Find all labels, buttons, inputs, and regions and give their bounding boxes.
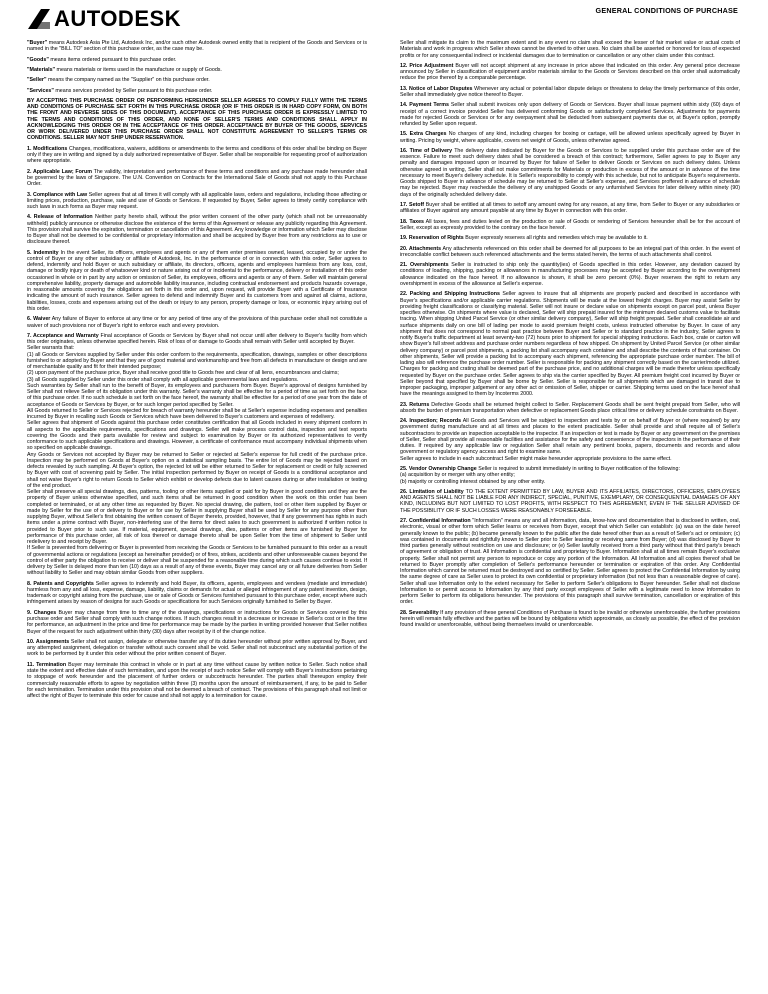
clause-text: Any failure of Buyer to enforce at any time or for any period of time any of the provisions of this purchase order shall not constitute a waiver of such provisions nor of Buyer's right to enforce each and every provision. xyxy=(27,316,367,329)
clause xyxy=(400,148,740,198)
clause-text: Seller agrees to insure that all shipments are properly packed and described in accordance with Buyer's specifications and/or applicable carrier regulations. Shipments will be made at the lowest freight charges. Buyer may assist Seller by providing freight classifications or classifying material. Seller will not insure or declare value on shipments except on parcel post, unless Buyer specifies otherwise. On shipments where value is declared, Seller will ship prepaid insured for the minimum declared customs value to facilitate tracing. When shipping United Parcel Service (or other similar delivery company), Seller will ship freight prepaid. Seller shall consolidate air and surface shipments daily on one bill of lading per mode to avoid premium freight costs, unless instructed otherwise by Buyer. In case of any shipment that does not correspond to normal past practice between Buyer and Seller or to standard practice in the industry, Seller agrees to notify Buyer's traffic department at least seventy-two (72) hours prior to shipment for special shipping instructions. Each box, crate or carton will show Buyer's full street address and purchase order numbers regardless of how shipped. On shipment by United Parcel Service (or other similar delivery company) or parcel post shipments, a packing list shall accompany each container and shall describe the contents of that container. On other shipments, Seller will provide a packing list to accompany each shipment, referencing the appropriate purchase order number. The bill of lading also will reference the purchase order number. Seller is responsible for packing any shipment correctly based on the carrier/mode utilized. Charges for packing and crating shall be deemed part of the purchase price, and no additional charges will be made therefor unless specifically requested by Buyer on the purchase order. Seller agrees to ship via the carrier specified by Buyer. All premium freight cost incurred by Buyer or Seller beyond that specified by Buyer shall be borne by Seller. Seller is responsible for all shipments which are damaged in transit due to improper packaging, improper judgement or any other act or omission of Seller, shipper or carrier. Shipping terms used on the face hereof shall have the meanings assigned to them by Incoterms 2000. xyxy=(400,291,740,398)
clause-text: Seller is instructed to ship only the quantity(ies) of Goods specified in this order. However, any deviation caused by conditions of loading, shipping, packing or allowances in manufacturing processes may be accepted by Buyer according to the overshipment allowance indicated on the face hereof. If no allowance is shown, it shall be zero percent (0%). Buyer reserves the right to return any overshipment in excess of the allowance at Seller's expense. xyxy=(400,262,740,287)
clause-text: Changes, modifications, waivers, additions or amendments to the terms and conditions of this order shall be binding on Buyer only if they are in writing and signed by a duly authorized representative of Buyer. Seller shall be responsible for requesting proof of authorization where appropriate. xyxy=(27,145,367,165)
clause-line: If Seller is prevented from delivering or Buyer is prevented from receiving the Goods or Services to be furnished pursuant to this order as a result of governmental actions or regulations (except as hereinafter provided) or of fires, strikes, accidents and other unforeseeable causes beyond the control of either party the obligation to receive or deliver shall be suspended for a reasonable time during which such causes continue to exist. If delivery by Seller is delayed more than ten (10) days as a result of any of these events, Buyer may cancel any or all future deliveries from Seller without liability to Seller and may obtain similar Goods from other suppliers. xyxy=(27,545,367,577)
clause-heading: 4. Release of Information xyxy=(27,214,93,221)
clause-text: means Autodesk Asia Pte Ltd, Autodesk Inc, and/or such other Autodesk owned entity that is recipient of the Goods and Services or is named in the "BILL TO" section of this purchase order, as the case may be. xyxy=(27,40,367,53)
clause xyxy=(27,192,367,211)
clause-heading: "Goods" xyxy=(27,56,49,63)
clause-text: means the company named as the "Supplier" on this purchase order. xyxy=(46,77,210,84)
clause-text: means services provided by Seller pursuant to this purchase order. xyxy=(53,87,213,94)
clause-text: If any provision of these general Conditions of Purchase is found to be invalid or otherwise unenforceable, the further provisions herein will remain fully effective and the parties will be bound by obligations which approximate, as closely as possible, the effect of the provision found invalid or unenforceable, without being themselves invalid or unenforceable. xyxy=(400,609,740,629)
clause xyxy=(27,98,367,142)
clause-heading: 22. Packing and Shipping Instructions xyxy=(400,291,500,298)
clause xyxy=(400,235,740,241)
clause-heading: 7. Acceptance and Warranty xyxy=(27,332,99,339)
clause-text: "Information" means any and all information, data, know-how and documentation that is disclosed in written, oral, electronic, visual or other form which Seller learns or receives from Buyer, except that which Seller can establish: (a) was on the date hereof generally known to the public; (b) became generally known to the public after the date hereof other than as a result of Seller's act or omission; (c) was contained in documents and rightfully known to Seller prior to Seller learning or receiving same from Buyer; (d) was disclosed by Buyer to third parties generally without restriction on use and disclosure; or (e) Seller lawfully received from a third party without that third party's breach of agreement or obligation of trust. All Information is confidential and proprietary to Buyer. Information shall at all times remain Buyer's exclusive property. Seller shall not permit any person to reproduce or copy any portion of the Information. All Information and all copies thereof shall be returned to Buyer promptly after completion of Seller's performance hereunder or termination or expiration of this order. Any Confidential Information which cannot be returned must be destroyed and so certified by Seller. Seller agrees to protect the Confidential Information by using the same degree of care as Seller uses to protect its own confidential or proprietary information (but not less than a reasonable degree of care). Seller shall use Information only to the extent necessary for Seller to perform Seller's obligations to Buyer hereunder. Seller shall not disclose Information to or permit access to Information by any third party except employees of Seller with a legitimate need to know Information to perform Seller to perform its obligations hereunder. The provisions of this paragraph shall survive termination, cancellation or expiration of this order. xyxy=(400,518,740,606)
clause xyxy=(400,40,740,59)
clause-line: (a) acquisition by or merger with any other entity; xyxy=(400,472,515,479)
clause-text: means materials or items used in the manufacture or supply of Goods. xyxy=(55,66,222,73)
clause-line: Such warranties by Seller shall run to the benefit of Buyer, its employees and purchasers from Buyer. Buyer's approval of designs furnished by Seller shall not relieve Seller of its obligation under this warranty. Seller's warranty shall be effective for a period of time as set forth on the face of this purchase order. If no such schedule is set forth on the face hereof, the warranty shall be effective for a period of one year from the date of acceptance of Goods or Services by Buyer, or for such longer period specified by Seller. xyxy=(27,382,367,408)
clause-heading: "Seller" xyxy=(27,77,47,84)
clause xyxy=(400,610,740,629)
clause-heading: 27. Confidential Information xyxy=(400,518,471,524)
clause-heading: 16. Time of Delivery xyxy=(400,147,453,154)
clause-line: (b) majority or controlling interest obtained by any other entity. xyxy=(400,478,546,485)
clause xyxy=(27,57,367,63)
clause xyxy=(27,169,367,188)
clause-text: Buyer expressly reserves all rights and remedies which may be available to it. xyxy=(463,235,648,242)
clause-heading: "Materials" xyxy=(27,66,56,73)
clause-heading: 8. Patents and Copyrights xyxy=(27,580,94,587)
clause-text: Any attachments referenced on this order shall be deemed for all purposes to be an integral part of this order. In the event of irreconcilable conflict between such referenced attachments and the terms stated herein, the terms of such attachments shall control. xyxy=(400,245,740,258)
clause xyxy=(400,86,740,99)
clause xyxy=(27,77,367,83)
clause-heading: 9. Changes xyxy=(27,609,57,616)
clause-heading: 11. Termination xyxy=(27,661,67,668)
clause xyxy=(400,291,740,397)
clause-heading: 12. Price Adjustment xyxy=(400,62,454,69)
clause-heading: "Services" xyxy=(27,87,54,94)
clause-text: Seller is required to submit immediately in writing to Buyer notification of the following: xyxy=(476,466,680,473)
clause-heading: 24. Inspection; Records xyxy=(400,418,462,425)
clause-text: The validity, interpretation and performance of these terms and conditions and any purchase made hereunder shall be governed by the laws of Singapore. The U.N. Convention on Contracts for the International Sale of Goods shall not apply to this Purchase Order. xyxy=(27,168,367,188)
brand-name: AUTODESK xyxy=(54,6,182,31)
clause-text: Buyer may terminate this contract in whole or in part at any time without cause by written notice to Seller. Such notice shall state the extent and effective date of such termination, and upon the receipt of such notice Seller will comply with Buyer's instructions pertaining to stoppage of work hereunder and the placement of further orders or subcontracts hereunder. The parties shall thereupon employ their commercially reasonable efforts to agree by negotiation within three (3) months upon the amount of reimbursement, if any, to be paid to Seller for each termination. Termination under this provision shall not be deemed a breach of contract. The provisions of this paragraph shall not limit or affect the right of Buyer to terminate this order for cause and shall not apply to a termination for cause. xyxy=(27,661,367,699)
clause-text: Seller shall submit invoices only upon delivery of Goods or Services. Buyer shall issue payment within sixty (60) days of receipt of a correct invoice provided Seller has delivered conforming Goods or satisfactorily completed Services. Adjustments for payments made for rejected Goods or Services or for any overpayment shall be deducted from subsequent payments due or, at Buyer's option, promptly refunded by Seller upon request. xyxy=(400,102,740,128)
clause xyxy=(400,489,740,514)
clause xyxy=(400,63,740,82)
clause-heading: 5. Indemnity xyxy=(27,249,59,256)
clause-line: (3) all Goods supplied by Seller under this order shall comply with all applicable governmental laws and regulations. xyxy=(27,376,299,383)
clause xyxy=(400,418,740,456)
clause-heading: 17. Setoff xyxy=(400,202,425,209)
clause-line: Any Goods or Services not accepted by Buyer may be returned to Seller or rejected at Seller's expense for full credit of the purchase price. Inspection may be performed on Goods at Buyer's option on a statistical sampling basis. The entire lot of Goods may be rejected based on defects revealed by such sampling. At Buyer's option, the rejected lot will be either returned to Seller for replacement or credit or fully screened by Buyer with cost of screening paid by Seller. The initial inspection performed by Buyer on receipt of Goods is a conditional acceptance and shall not waive Buyer's right to return Goods to Seller which exhibit or develop defects due to latent causes during or after installation or testing of the end product. xyxy=(27,451,367,489)
left-column xyxy=(27,40,367,988)
autodesk-mark-icon xyxy=(28,9,50,29)
clause-text: Neither party hereto shall, without the prior written consent of the other party (which shall not be unreasonably withheld) publicly announce or otherwise disclose the existence of the terms of this Agreement or release any publicity regarding this Agreement. This provision shall survive the expiration, termination or cancellation of this Agreement. Any knowledge or information which Seller may disclose to Buyer shall not be deemed to be confidential or proprietary information and shall be acquired by Buyer free from any restrictions as to use or disclosure thereof. xyxy=(27,214,367,246)
clause-text: Defective Goods shall be returned freight collect to Seller. Replacement Goods shall be sent freight prepaid from Seller, who will absorb the burden of premium transportation when defective or replacement Goods place critical time or delivery schedule constraints on Buyer. xyxy=(400,401,740,414)
clause-line: Seller agrees that shipment of Goods against this purchase order constitutes certification that all Goods included in every shipment conform in all aspects to the applicable requirements, specifications and drawings. Seller will make process control data, inspection and test reports covering the Goods and their parts available for review and subject to examination by Buyer or its authorized representatives to verify conformance to such applicable specifications and drawings. However, a certificate of conformance must accompany individual shipments when so specified on applicable drawings. xyxy=(27,420,367,452)
clause-text: Seller agrees that at all times it will comply with all applicable laws, orders and regulations, including those affecting or limiting prices, production, purchase, sale and use of Goods or Services. If requested by Buyer, Seller agrees to timely certify compliance with such laws in such forms as Buyer may request. xyxy=(27,191,367,210)
clause xyxy=(400,219,740,232)
clause-text: Whenever any actual or potential labor dispute delays or threatens to delay the timely performance of this order, Seller shall immediately give notice thereof to Buyer. xyxy=(400,85,740,98)
clause xyxy=(400,131,740,144)
clause-heading: 14. Payment Terms xyxy=(400,102,449,109)
clause xyxy=(27,662,367,700)
clause-heading: 20. Attachments xyxy=(400,245,442,252)
clause xyxy=(400,102,740,127)
clause xyxy=(400,202,740,215)
clause-text: Buyer may change from time to time any of the drawings, specifications or instructions for Goods or Services covered by this purchase order and Seller shall comply with such change notices. If such changes result in a decrease or increase in Seller's cost or in the time for performance, an adjustment in the price and time for performance may be made by the parties in writing provided however that Seller notifies Buyer of the request for such adjustment within thirty (30) days after receipt by it of the change notice. xyxy=(27,609,367,635)
clause-heading: 28. Severability xyxy=(400,609,439,616)
clause-heading: 25. Vendor Ownership Change xyxy=(400,466,477,473)
clause-heading: 19. Reservation of Rights xyxy=(400,235,464,242)
right-column xyxy=(400,40,740,988)
clause xyxy=(27,316,367,329)
clause-heading: 1. Modifications xyxy=(27,145,68,152)
clause xyxy=(27,88,367,94)
clause-text: Buyer shall be entitled at all times to setoff any amount owing for any reason, at any time, from Seller to Buyer or any subsidiaries or affiliates of Buyer against any amount payable at any time by Buyer in connection with this order. xyxy=(400,202,740,215)
clause-text: All taxes, fees and duties levied on the production or sale of Goods or rendering of Services hereunder shall be for the account of Seller, except as expressly provided to the contrary on the face hereof. xyxy=(400,218,740,231)
autodesk-logo xyxy=(28,8,181,30)
clause-text: Seller agrees to indemnify and hold Buyer, its officers, agents, employees and vendees (mediate and immediate) harmless from any and all loss, expense, damage, liability, claims or demands for actual or alleged infringement of any patent invention, design, trademark or copyright arising from the purchase, use or sale of Goods or Services furnished pursuant to this purchase order, except where such infringement arises by reason of designs for such Goods or specifications for such Services originally furnished to Seller by Buyer. xyxy=(27,580,367,606)
clause xyxy=(27,214,367,245)
document-title: GENERAL CONDITIONS OF PURCHASE xyxy=(595,6,738,15)
clause-heading: 15. Extra Charges xyxy=(400,131,447,138)
clause-text: Final acceptance of Goods or Services by Buyer shall not occur until after delivery to Buyer's facility from which this order originates, unless otherwise specified herein. Risk of loss of or damage to Goods shall remain with Seller until accepted by Buyer. xyxy=(27,332,367,346)
clause xyxy=(27,40,367,53)
clause-text: The delivery dates indicated by Buyer for the Goods or Services to be supplied under this purchase order are of the essence. Failure to meet such delivery dates shall be considered a breach of this contract; furthermore, Seller agrees to pay to Buyer any penalty and damages imposed upon or incurred by Buyer for failure of Seller to deliver Goods or Services on such delivery dates. Unless otherwise agreed in writing, Seller shall not make commitments for Materials or production in excess of the amount or in advance of the time necessary to meet Buyer's delivery schedule. It is Seller's responsibility to comply with this schedule, but not to anticipate Buyer's requirements. Goods shipped to Buyer in advance of schedule may be returned to Seller at Seller's expense, and Services proffered in advance of schedule may be rejected. Buyer may reschedule the delivery of any unshipped Goods or any unfurnished Services for later delivery within ninety (90) days of the originally scheduled delivery date. xyxy=(400,147,740,198)
clause-text: Seller shall mitigate its claim to the maximum extent and in any event no claim shall exceed the lesser of fair market value or actual costs of Materials and work in progress which Seller shows cannot be diverted to other uses. No claim shall be asserted or honored for loss of expected profits or for any consequential indirect or incidental damages due to termination or cancellation or any other claim under this contract. xyxy=(400,40,740,59)
clause xyxy=(400,518,740,606)
clause xyxy=(27,333,367,346)
clause-heading: 6. Waiver xyxy=(27,316,51,323)
clause xyxy=(400,402,740,415)
clause-heading: 13. Notice of Labor Disputes xyxy=(400,85,473,92)
clause xyxy=(27,67,367,73)
clause-heading: 2. Applicable Law; Forum xyxy=(27,168,92,175)
clause-heading: "Buyer" xyxy=(27,40,48,46)
clause xyxy=(27,581,367,606)
clause-text: No charges of any kind, including charges for boxing or cartage, will be allowed unless specifically agreed by Buyer in writing. Pricing by weight, where applicable, covers net weight of Goods, unless otherwise agreed. xyxy=(400,131,740,144)
clause-heading: 23. Returns xyxy=(400,401,430,408)
clause xyxy=(400,246,740,259)
clause-line: (1) all Goods or Services supplied by Seller under this order conform to the requirements, specification, drawings, samples or other descriptions furnished to or adopted by Buyer and that they are of good material and workmanship and free from all defects in manufacture or design and are of merchantable quality and fit for their intended purpose; xyxy=(27,351,367,371)
clause-text: Buyer will not accept shipment at any increase in price above that indicated on this order. Any general price decrease announced by Seller in classification of equipment and/or materials similar to the Goods or Services described on this order shall automatically reduce the price thereof by a comparable percentage. xyxy=(400,62,740,82)
clause-line: (2) upon payment of the purchase price, Buyer shall receive good title to Goods free and clear of all liens, encumbrances and claims; xyxy=(27,370,339,377)
clause-heading: 3. Compliance with Law xyxy=(27,191,88,198)
clause xyxy=(400,262,740,287)
clause-text: In the event Seller, its officers, employees and agents or any of them enter premises owned, leased, occupied by or under the control of Buyer or any other subsidiary or affiliate of Autodesk, Inc. in the performance of or in connection with this order, Seller agrees to defend, indemnify and hold Buyer or such subsidiary or affiliate, its directors, officers, agents and employees harmless from any loss, cost, damage or bodily injury or death of whatsoever kind or nature arising out of or incidental to the performance, delivery or installation of this order occasioned in whole or in part by any action or omission of Seller, its employees, officers and agents or any of them. Seller will maintain general comprehensive liability, property damage and automobile liability insurance, including contractual endorsement and products hazards coverage, in reasonable amounts covering the obligations set forth in this order and, upon request, will provide Buyer with a Certificate of Insurance indicating the amount of such insurance. Seller agrees to defend and indemnify Buyer and its customers from and against all claims, actions, liabilities, losses, costs and expenses arising out of the death or injury to any person, property damage or loss, or economic injury arising out of this order. xyxy=(27,249,367,312)
page-header xyxy=(0,0,768,36)
clause-line: Seller shall preserve all special drawings, dies, patterns, tooling or other items supplied or paid for by Buyer in good condition and they are the property of Buyer unless otherwise specified, and such items shall be returned in good condition when the work on this order has been completed or terminated, or at any other time as requested by Buyer. No special drawing, die pattern, tool or other item supplied by Buyer or made by Seller for the use of or delivery to Buyer or for use by Seller in supplying Buyer shall be used by Seller for any purpose other than supplying Buyer, without Seller's first obtaining the written consent of Buyer thereto, provided, however, that if any government has rights in such items under a prime contract with Buyer, non-interfering use of the items for direct sales to such government is authorized if written notice is provided to Buyer prior to such use. If material, equipment, special drawings, dies, patterns or other items are furnished by Buyer for performance of this purchase order, all risk of loss thereof or damage thereto shall be upon Seller from the time of shipment to Seller until redelivery to and receipt by Buyer. xyxy=(27,489,367,546)
clause-heading: 21. Overshipments xyxy=(400,262,449,269)
clause-heading: 18. Taxes xyxy=(400,218,425,225)
clause xyxy=(27,146,367,165)
acceptance-notice: BY ACCEPTING THIS PURCHASE ORDER OR PERFORMING HEREUNDER SELLER AGREES TO COMPLY FULLY WITH THE TERMS AND CONDITIONS OF PURCHASE SET FORTH IN THIS PURCHASE ORDER (OR IF THIS ORDER IS IN HARD COPY FORM, ON BOTH THE FRONT AND REVERSE SIDES OF THIS DOCUMENT). ACCEPTANCE OF THIS PURCHASE ORDER IS EXPRESSLY LIMITED TO THE TERMS AND CONDITIONS OF THIS ORDER, AND NONE OF SELLER'S TERMS AND CONDITIONS SHALL APPLY IN ACKNOWLEDGING THIS ORDER OR IN THE ACCEPTANCE OF THIS ORDER. ACCEPTANCE BY BUYER OF THE GOODS, SERVICES OR WORK DELIVERED UNDER THIS PURCHASE ORDER SHALL NOT CONSTITUTE AGREEMENT TO SELLER'S TERMS OR CONDITIONS. SELLER MAY NOT SHIP UNDER RESERVATION. xyxy=(27,97,367,142)
clause xyxy=(27,250,367,313)
clause-text: Seller shall not assign, delegate or otherwise transfer any of its duties hereunder without prior written approval by Buyer, and any attempted assignment, delegation or transfer without such consent shall be void. Seller shall not subcontract any substantial portion of the work to be performed by it under this order without the prior written consent of Buyer. xyxy=(27,638,367,658)
clause-heading: 26. Limitation of Liability xyxy=(400,488,464,495)
clause-line: Seller warrants that: xyxy=(27,345,75,352)
clause-line: All Goods returned to Seller or Services rejected for breach of warranty hereunder shall be at Seller's expense including expenses and penalties incurred by Buyer in recalling such Goods or Services which have been delivered to Buyer's customers and expenses of redelivery. xyxy=(27,407,367,421)
clause-text: means items ordered pursuant to this purchase order. xyxy=(48,56,177,63)
clause-text: TO THE EXTENT PERMITTED BY LAW, BUYER AND ITS AFFILIATES, DIRECTORS, OFFICERS, EMPLOYEES AND AGENTS SHALL NOT BE LIABLE FOR ANY INDIRECT, SPECIAL, PUNITIVE, EXEMPLARY, OR CONSEQUENTIAL DAMAGES OF ANY KIND, INCLUDING BUT NOT LIMITED TO LOST PROFITS, WITH RESPECT TO THIS AGREEMENT, EVEN IF THE SELLER ADVISED OF THE POSSIBILITY OR IF SUCH LOSSES WERE REASONABLY FORSEEABLE. xyxy=(400,488,740,514)
clause-line: Seller agrees to include in each subcontract Seller might make hereunder appropriate provisions to the same effect. xyxy=(400,455,672,462)
clause xyxy=(27,610,367,635)
clause xyxy=(27,639,367,658)
clause-heading: 10. Assignments xyxy=(27,638,70,645)
clause-text: All Goods and Services will be subject to inspection and tests by or on behalf of Buyer or (where required) by any government during manufacture and at all times and places to the extent practicable. Seller shall provide and shall require all of Seller's subcontractors to provide an inspection acceptable to the inspector. If an inspection or test is made by Buyer or any government on the premises of Seller, Seller shall provide all reasonable facilities and assistance for the safety and convenience of the inspectors in the performance of their duties. If required by any applicable law or regulation Seller shall retain any pertinent books, papers, documents and records and allow government or regulatory agency access and right to examine same. xyxy=(400,418,740,456)
